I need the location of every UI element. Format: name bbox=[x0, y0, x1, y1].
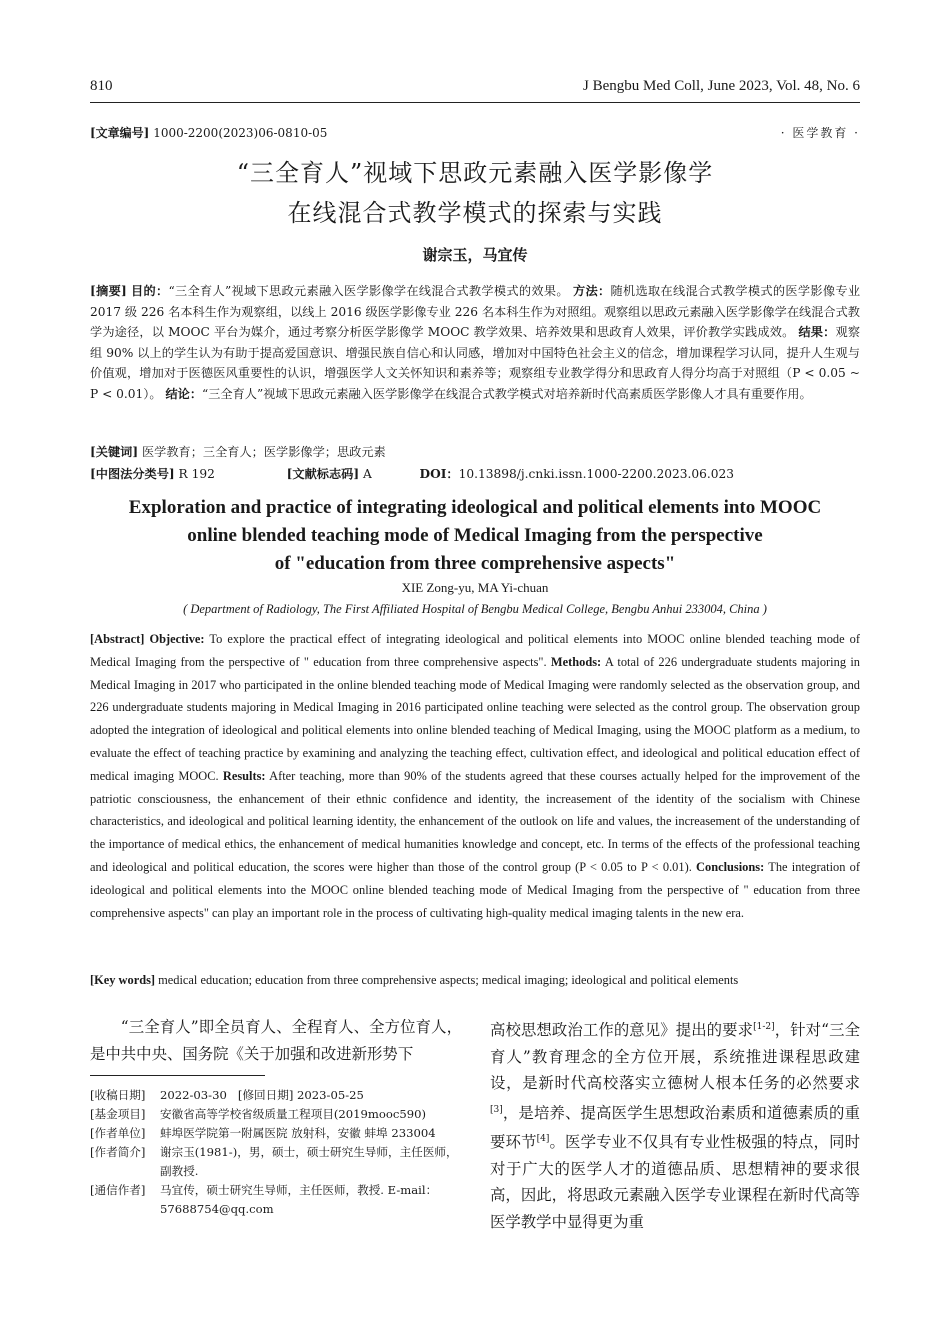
title-en-line2: online blended teaching mode of Medical Imaging from the perspective bbox=[187, 525, 763, 546]
affiliation-en: ( Department of Radiology, The First Affiliated Hospital of Bengbu Medical College, Bengbu Anhui 233004, China ) bbox=[183, 602, 767, 616]
results-en: After teaching, more than 90% of the students agreed that these courses actually helped for the improvement of the patriotic consciousness, the enhancement of their ethnic confidence and identity, the increasement of the identity of the socialism with Chinese characteristics, and ideological and political learning identity, the enhancement of the outlook on life and values, the increasement of the understanding of the importance of medical ethics, the enhancement of medical humanities knowledge and concept, etc. In terms of the effects of the professional teaching and ideological and political education, the scores were higher than those of the control group (P < 0.05 to P < 0.01). bbox=[90, 768, 861, 874]
abstract-cn-label: [摘要] bbox=[90, 284, 127, 298]
title-en-line1: Exploration and practice of integrating ideological and political elements into MOOC bbox=[128, 497, 822, 518]
corr-label: [通信作者] bbox=[90, 1183, 146, 1197]
citation-3: [3] bbox=[490, 1104, 503, 1115]
doc-code-label: [文献标志码] bbox=[286, 467, 360, 481]
page-number: 810 bbox=[90, 78, 113, 94]
doi-value: 10.13898/j.cnki.issn.1000-2200.2023.06.023 bbox=[458, 467, 735, 481]
objective-en: To explore the practical effect of integrating ideological and political elements into MOOC online blended teaching mode of Medical Imaging from the perspective of " education from three comprehensive aspects". bbox=[90, 632, 861, 669]
footnote-corresponding bbox=[90, 1181, 462, 1219]
conclusions-en: The integration of ideological and political elements into the MOOC online blended teaching mode of Medical Imaging from the perspective of " education from three comprehensive aspects" can play an important role in the process of cultivating high-quality medical imaging talents in the new era. bbox=[90, 859, 860, 920]
objective-cn: “三全育人”视域下思政元素融入医学影像学在线混合式教学模式的效果。 bbox=[168, 284, 569, 298]
citation-1-2: [1-2] bbox=[753, 1022, 775, 1032]
column-label: · 医学教育 · bbox=[780, 126, 860, 140]
clc-value: R 192 bbox=[178, 467, 215, 481]
methods-cn: 随机选取在线混合式教学模式的医学影像专业 2017 级 226 名本科生作为观察组，以线上 2016 级医学影像专业 226 名本科生作为对照组。观察组以思政元素融入医学影像学在线混合式教学为途径，以 MOOC 平台为媒介，通过考察分析医学影像学 MOOC 教学效果、培养效果和思政育人效果，评价教学实践成效。 bbox=[90, 284, 861, 339]
fund-text: 安徽省高等学校省级质量工程项目(2019mooc590) bbox=[160, 1107, 427, 1121]
journal-citation: J Bengbu Med Coll, June 2023, Vol. 48, No. 6 bbox=[583, 78, 860, 94]
title-cn-line1: “三全育人”视域下思政元素融入医学影像学 bbox=[236, 159, 714, 187]
abstract-en-label: [Abstract] bbox=[90, 632, 145, 646]
footnotes bbox=[90, 1086, 462, 1219]
methods-en-label: Methods: bbox=[550, 654, 602, 669]
fund-label: [基金项目] bbox=[90, 1107, 146, 1121]
footnote-dates bbox=[90, 1086, 462, 1105]
conclusion-cn-label: 结论： bbox=[165, 386, 203, 401]
body-left-paragraph: “三全育人”即全员育人、全程育人、全方位育人，是中共中央、国务院《关于加强和改进新形势下 bbox=[90, 1018, 462, 1063]
received-label: [收稿日期] bbox=[90, 1088, 146, 1102]
footnote-unit bbox=[90, 1124, 462, 1143]
bio-text: 谢宗玉(1981-)，男，硕士，硕士研究生导师，主任医师，副教授. bbox=[160, 1145, 458, 1178]
methods-en: A total of 226 undergraduate students majoring in Medical Imaging in 2017 who participated in the online blended teaching mode of Medical Imaging were randomly selected as the observation group, and 226 undergraduate students majoring in Medical Imaging in 2016 participated online teaching were selected as the control group. The observation group adopted the integration of ideological and political elements into online blended teaching of Medical Imaging, using the MOOC platform as a medium, to evaluate the effect of teaching practice by examining and analyzing the teaching effect, cultivation effect, and ideological and political education effect of medical imaging MOOC. bbox=[90, 654, 860, 783]
title-en-line3: of "education from three comprehensive aspects" bbox=[274, 553, 676, 574]
corr-text: 马宜传，硕士研究生导师，主任医师，教授. E-mail：57688754@qq.com bbox=[160, 1183, 438, 1216]
unit-text: 蚌埠医学院第一附属医院 放射科，安徽 蚌埠 233004 bbox=[160, 1126, 436, 1140]
footnote-bio bbox=[90, 1143, 462, 1181]
classification-row bbox=[90, 464, 860, 485]
authors-en: XIE Zong-yu, MA Yi-chuan bbox=[401, 580, 549, 595]
article-number-value: 1000-2200(2023)06-0810-05 bbox=[153, 126, 328, 140]
abstract-en bbox=[90, 628, 860, 924]
footnote-fund bbox=[90, 1105, 462, 1124]
title-cn-line2: 在线混合式教学模式的探索与实践 bbox=[287, 199, 663, 227]
revised-label: [修回日期] bbox=[237, 1088, 294, 1102]
body-right-part2: ，针对“三全育人”教育理念的全方位开展，系统推进课程思政建设，是新时代高校落实立德树人根本任务的必然要求 bbox=[490, 1021, 860, 1093]
keywords-cn bbox=[90, 442, 860, 463]
authors-cn: 谢宗玉，马宜传 bbox=[422, 246, 528, 264]
doi-label: DOI： bbox=[419, 467, 459, 481]
header-rule bbox=[90, 102, 860, 103]
body-right-part3: ，是培养、提高医学生思想政治素质和道德素质的重要环节 bbox=[490, 1103, 860, 1152]
objective-en-label: Objective: bbox=[149, 632, 205, 646]
keywords-en bbox=[90, 969, 860, 992]
methods-cn-label: 方法： bbox=[573, 284, 611, 298]
body-right-paragraph bbox=[490, 1014, 860, 1235]
keywords-en-text: medical education; education from three comprehensive aspects; medical imaging; ideological and political elements bbox=[158, 973, 739, 987]
bio-label: [作者简介] bbox=[90, 1145, 146, 1159]
clc-label: [中图法分类号] bbox=[90, 467, 175, 481]
unit-label: [作者单位] bbox=[90, 1126, 146, 1140]
abstract-cn bbox=[90, 281, 860, 404]
results-cn: 观察组 90% 以上的学生认为有助于提高爱国意识、增强民族自信心和认同感，增加对中国特色社会主义的信念，增加课程学习认同，提升人生观与价值观，增加对于医德医风重要性的认识，增强医学人文关怀知识和素养等；观察组专业教学得分和思政育人得分均高于对照组（P < 0.05 ~ P < 0.01）。 bbox=[90, 325, 861, 401]
received-date: 2022-03-30 bbox=[160, 1088, 227, 1102]
revised-date: 2023-05-25 bbox=[297, 1088, 364, 1102]
results-en-label: Results: bbox=[222, 768, 266, 783]
conclusions-en-label: Conclusions: bbox=[696, 859, 765, 874]
footnote-rule bbox=[90, 1075, 265, 1076]
body-right-part4: 。医学专业不仅具有专业性极强的特点，同时对于广大的医学人才的道德品质、思想精神的要求很高，因此，将思政元素融入医学专业课程在新时代高等医学教学中显得更为重 bbox=[490, 1133, 860, 1231]
article-number bbox=[90, 124, 327, 141]
body-right-part1: 高校思想政治工作的意见》提出的要求 bbox=[490, 1021, 754, 1040]
citation-4: [4] bbox=[536, 1134, 550, 1145]
keywords-cn-label: [关键词] bbox=[90, 445, 139, 459]
keywords-cn-text: 医学教育；三全育人；医学影像学；思政元素 bbox=[141, 445, 386, 459]
article-number-label: [文章编号] bbox=[90, 126, 150, 140]
keywords-en-label: [Key words] bbox=[90, 973, 156, 987]
results-cn-label: 结果： bbox=[798, 325, 836, 339]
conclusion-cn: “三全育人”视域下思政元素融入医学影像学在线混合式教学模式对培养新时代高素质医学影像人才具有重要作用。 bbox=[202, 386, 812, 401]
objective-cn-label: 目的： bbox=[131, 284, 169, 298]
doc-code-value: A bbox=[362, 467, 372, 481]
